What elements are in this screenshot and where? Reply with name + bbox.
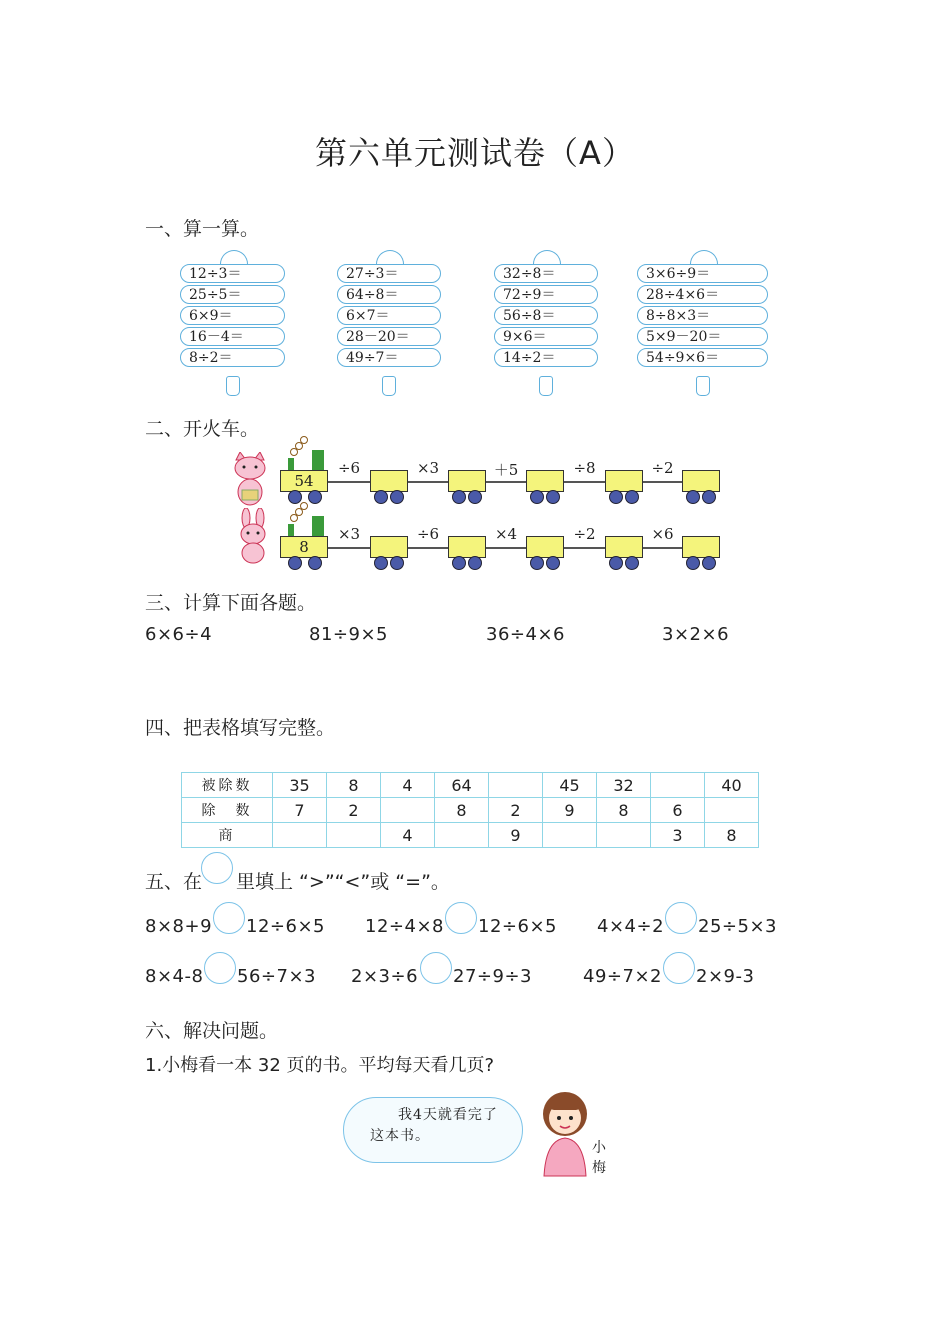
board-equation: 9×6＝ — [494, 327, 598, 346]
board-equation: 12÷3＝ — [180, 264, 285, 283]
cat-icon — [228, 452, 274, 506]
cup-icon — [226, 376, 240, 396]
table-cell: 4 — [381, 823, 435, 848]
table-row — [182, 823, 759, 848]
compare-right: 56÷7×3 — [237, 966, 316, 987]
train-coupling — [486, 481, 526, 483]
wheel-icon — [452, 490, 466, 504]
table-cell: 4 — [381, 773, 435, 798]
table-cell: 64 — [435, 773, 489, 798]
train-coupling — [564, 547, 605, 549]
board-equation: 14÷2＝ — [494, 348, 598, 367]
compare-blank-circle[interactable] — [420, 952, 452, 984]
hanging-board — [337, 264, 441, 369]
wheel-icon — [308, 556, 322, 570]
board-equation: 28÷4×6＝ — [637, 285, 768, 304]
train-operation: ÷2 — [573, 525, 596, 543]
table-cell: 8 — [705, 823, 759, 848]
train-operation: ÷8 — [573, 459, 596, 477]
train-operation: ÷6 — [416, 525, 440, 543]
train-coupling — [486, 547, 526, 549]
wheel-icon — [625, 556, 639, 570]
train-coupling — [328, 547, 370, 549]
compare-left: 12÷4×8 — [365, 916, 444, 937]
train-operation: ×4 — [494, 525, 518, 543]
calc-expression: 6×6÷4 — [145, 624, 213, 645]
compare-right: 12÷6×5 — [246, 916, 325, 937]
wheel-icon — [288, 490, 302, 504]
table-cell: 45 — [543, 773, 597, 798]
table-cell: 35 — [273, 773, 327, 798]
cup-icon — [382, 376, 396, 396]
row-label: 商 — [182, 823, 273, 848]
table-cell[interactable] — [597, 823, 651, 848]
speech-line-1: 我4天就看完了 — [398, 1107, 498, 1123]
section-6-heading: 六、解决问题。 — [145, 1020, 279, 1042]
train-operation: ×6 — [651, 525, 674, 543]
wheel-icon — [390, 556, 404, 570]
row-label: 除 数 — [182, 798, 273, 823]
smoke-icon — [300, 502, 308, 510]
compare-blank-circle[interactable] — [204, 952, 236, 984]
table-cell[interactable] — [381, 798, 435, 823]
hanging-board — [180, 264, 285, 369]
wheel-icon — [686, 556, 700, 570]
wheel-icon — [546, 490, 560, 504]
train-operation: ×3 — [416, 459, 440, 477]
train-car — [526, 470, 564, 492]
hanging-board — [494, 264, 598, 369]
train-car — [448, 470, 486, 492]
wheel-icon — [609, 556, 623, 570]
wheel-icon — [374, 490, 388, 504]
train-cabin — [312, 450, 324, 470]
board-equation: 28－20＝ — [337, 327, 441, 346]
table-cell[interactable] — [435, 823, 489, 848]
train-car — [370, 536, 408, 558]
train-car — [682, 470, 720, 492]
board-equation: 16－4＝ — [180, 327, 285, 346]
wheel-icon — [308, 490, 322, 504]
wheel-icon — [625, 490, 639, 504]
train-coupling — [564, 481, 605, 483]
rabbit-icon — [234, 508, 274, 564]
table-row — [182, 773, 759, 798]
board-equation: 64÷8＝ — [337, 285, 441, 304]
train-coupling — [408, 547, 448, 549]
table-cell[interactable] — [327, 823, 381, 848]
train-car — [448, 536, 486, 558]
wheel-icon — [452, 556, 466, 570]
train-car — [682, 536, 720, 558]
board-equation: 32÷8＝ — [494, 264, 598, 283]
table-cell: 40 — [705, 773, 759, 798]
train-coupling — [408, 481, 448, 483]
wheel-icon — [702, 490, 716, 504]
example-blank-circle — [201, 852, 233, 884]
train-operation: ÷2 — [651, 459, 674, 477]
board-equation: 54÷9×6＝ — [637, 348, 768, 367]
compare-blank-circle[interactable] — [213, 902, 245, 934]
table-cell: 6 — [651, 798, 705, 823]
wheel-icon — [374, 556, 388, 570]
compare-blank-circle[interactable] — [665, 902, 697, 934]
table-cell: 32 — [597, 773, 651, 798]
wheel-icon — [390, 490, 404, 504]
wheel-icon — [609, 490, 623, 504]
train-car — [605, 536, 643, 558]
train-coupling — [328, 481, 370, 483]
train-car — [370, 470, 408, 492]
calc-expression: 81÷9×5 — [309, 624, 388, 645]
table-cell: 9 — [543, 798, 597, 823]
compare-left: 49÷7×2 — [583, 966, 662, 987]
table-cell: 8 — [597, 798, 651, 823]
section-4-heading: 四、把表格填写完整。 — [145, 717, 336, 739]
wheel-icon — [686, 490, 700, 504]
board-equation: 25÷5＝ — [180, 285, 285, 304]
train-cabin — [312, 516, 324, 536]
problem-1: 1.小梅看一本 32 页的书。平均每天看几页? — [145, 1055, 495, 1076]
section-5-suffix: 里填上 “>”“<”或 “=”。 — [236, 871, 450, 893]
board-equation: 27÷3＝ — [337, 264, 441, 283]
wheel-icon — [546, 556, 560, 570]
table-cell[interactable] — [489, 773, 543, 798]
section-1-heading: 一、算一算。 — [145, 218, 260, 240]
division-table — [181, 772, 759, 848]
train-engine: 8 — [280, 536, 328, 558]
speech-line-2: 这本书。 — [370, 1128, 430, 1144]
board-equation: 6×9＝ — [180, 306, 285, 325]
board-equation: 3×6÷9＝ — [637, 264, 768, 283]
train-car — [526, 536, 564, 558]
train-chimney — [288, 524, 294, 536]
train-engine: 54 — [280, 470, 328, 492]
board-equation: 6×7＝ — [337, 306, 441, 325]
board-equation: 56÷8＝ — [494, 306, 598, 325]
compare-right: 2×9-3 — [696, 966, 755, 987]
board-equation: 8÷2＝ — [180, 348, 285, 367]
table-cell[interactable] — [651, 773, 705, 798]
compare-left: 8×8+9 — [145, 916, 213, 937]
train-car — [605, 470, 643, 492]
table-cell: 8 — [327, 773, 381, 798]
cup-icon — [539, 376, 553, 396]
train-operation: ×3 — [337, 525, 361, 543]
table-cell[interactable] — [273, 823, 327, 848]
table-cell: 7 — [273, 798, 327, 823]
wheel-icon — [702, 556, 716, 570]
wheel-icon — [288, 556, 302, 570]
section-3-heading: 三、计算下面各题。 — [145, 592, 317, 614]
girl-name-label: 小梅 — [592, 1140, 606, 1176]
section-2-heading: 二、开火车。 — [145, 418, 260, 440]
compare-blank-circle[interactable] — [663, 952, 695, 984]
table-cell: 3 — [651, 823, 705, 848]
cup-icon — [696, 376, 710, 396]
section-5-prefix: 五、在 — [145, 871, 203, 893]
train-chimney — [288, 458, 294, 470]
compare-left: 4×4÷2 — [597, 916, 665, 937]
table-cell: 8 — [435, 798, 489, 823]
train-operation: ÷6 — [337, 459, 361, 477]
compare-right: 25÷5×3 — [698, 916, 777, 937]
calc-expression: 3×2×6 — [662, 624, 730, 645]
compare-left: 8×4-8 — [145, 966, 204, 987]
page-title: 第六单元测试卷（A） — [315, 134, 635, 172]
table-cell[interactable] — [705, 798, 759, 823]
section-5-heading — [145, 867, 450, 894]
train-operation: ＋5 — [493, 461, 519, 479]
wheel-icon — [468, 556, 482, 570]
board-equation: 72÷9＝ — [494, 285, 598, 304]
board-equation: 49÷7＝ — [337, 348, 441, 367]
wheel-icon — [530, 556, 544, 570]
wheel-icon — [468, 490, 482, 504]
calc-expression: 36÷4×6 — [486, 624, 565, 645]
compare-blank-circle[interactable] — [445, 902, 477, 934]
hanging-board — [637, 264, 768, 369]
row-label: 被除数 — [182, 773, 273, 798]
train-coupling — [643, 547, 682, 549]
train-coupling — [643, 481, 682, 483]
table-cell: 2 — [327, 798, 381, 823]
wheel-icon — [530, 490, 544, 504]
board-equation: 5×9－20＝ — [637, 327, 768, 346]
compare-left: 2×3÷6 — [351, 966, 419, 987]
girl-icon — [530, 1088, 600, 1180]
table-cell: 2 — [489, 798, 543, 823]
compare-right: 12÷6×5 — [478, 916, 557, 937]
board-equation: 8÷8×3＝ — [637, 306, 768, 325]
table-cell: 9 — [489, 823, 543, 848]
table-cell[interactable] — [543, 823, 597, 848]
smoke-icon — [300, 436, 308, 444]
table-row — [182, 798, 759, 823]
compare-right: 27÷9÷3 — [453, 966, 532, 987]
